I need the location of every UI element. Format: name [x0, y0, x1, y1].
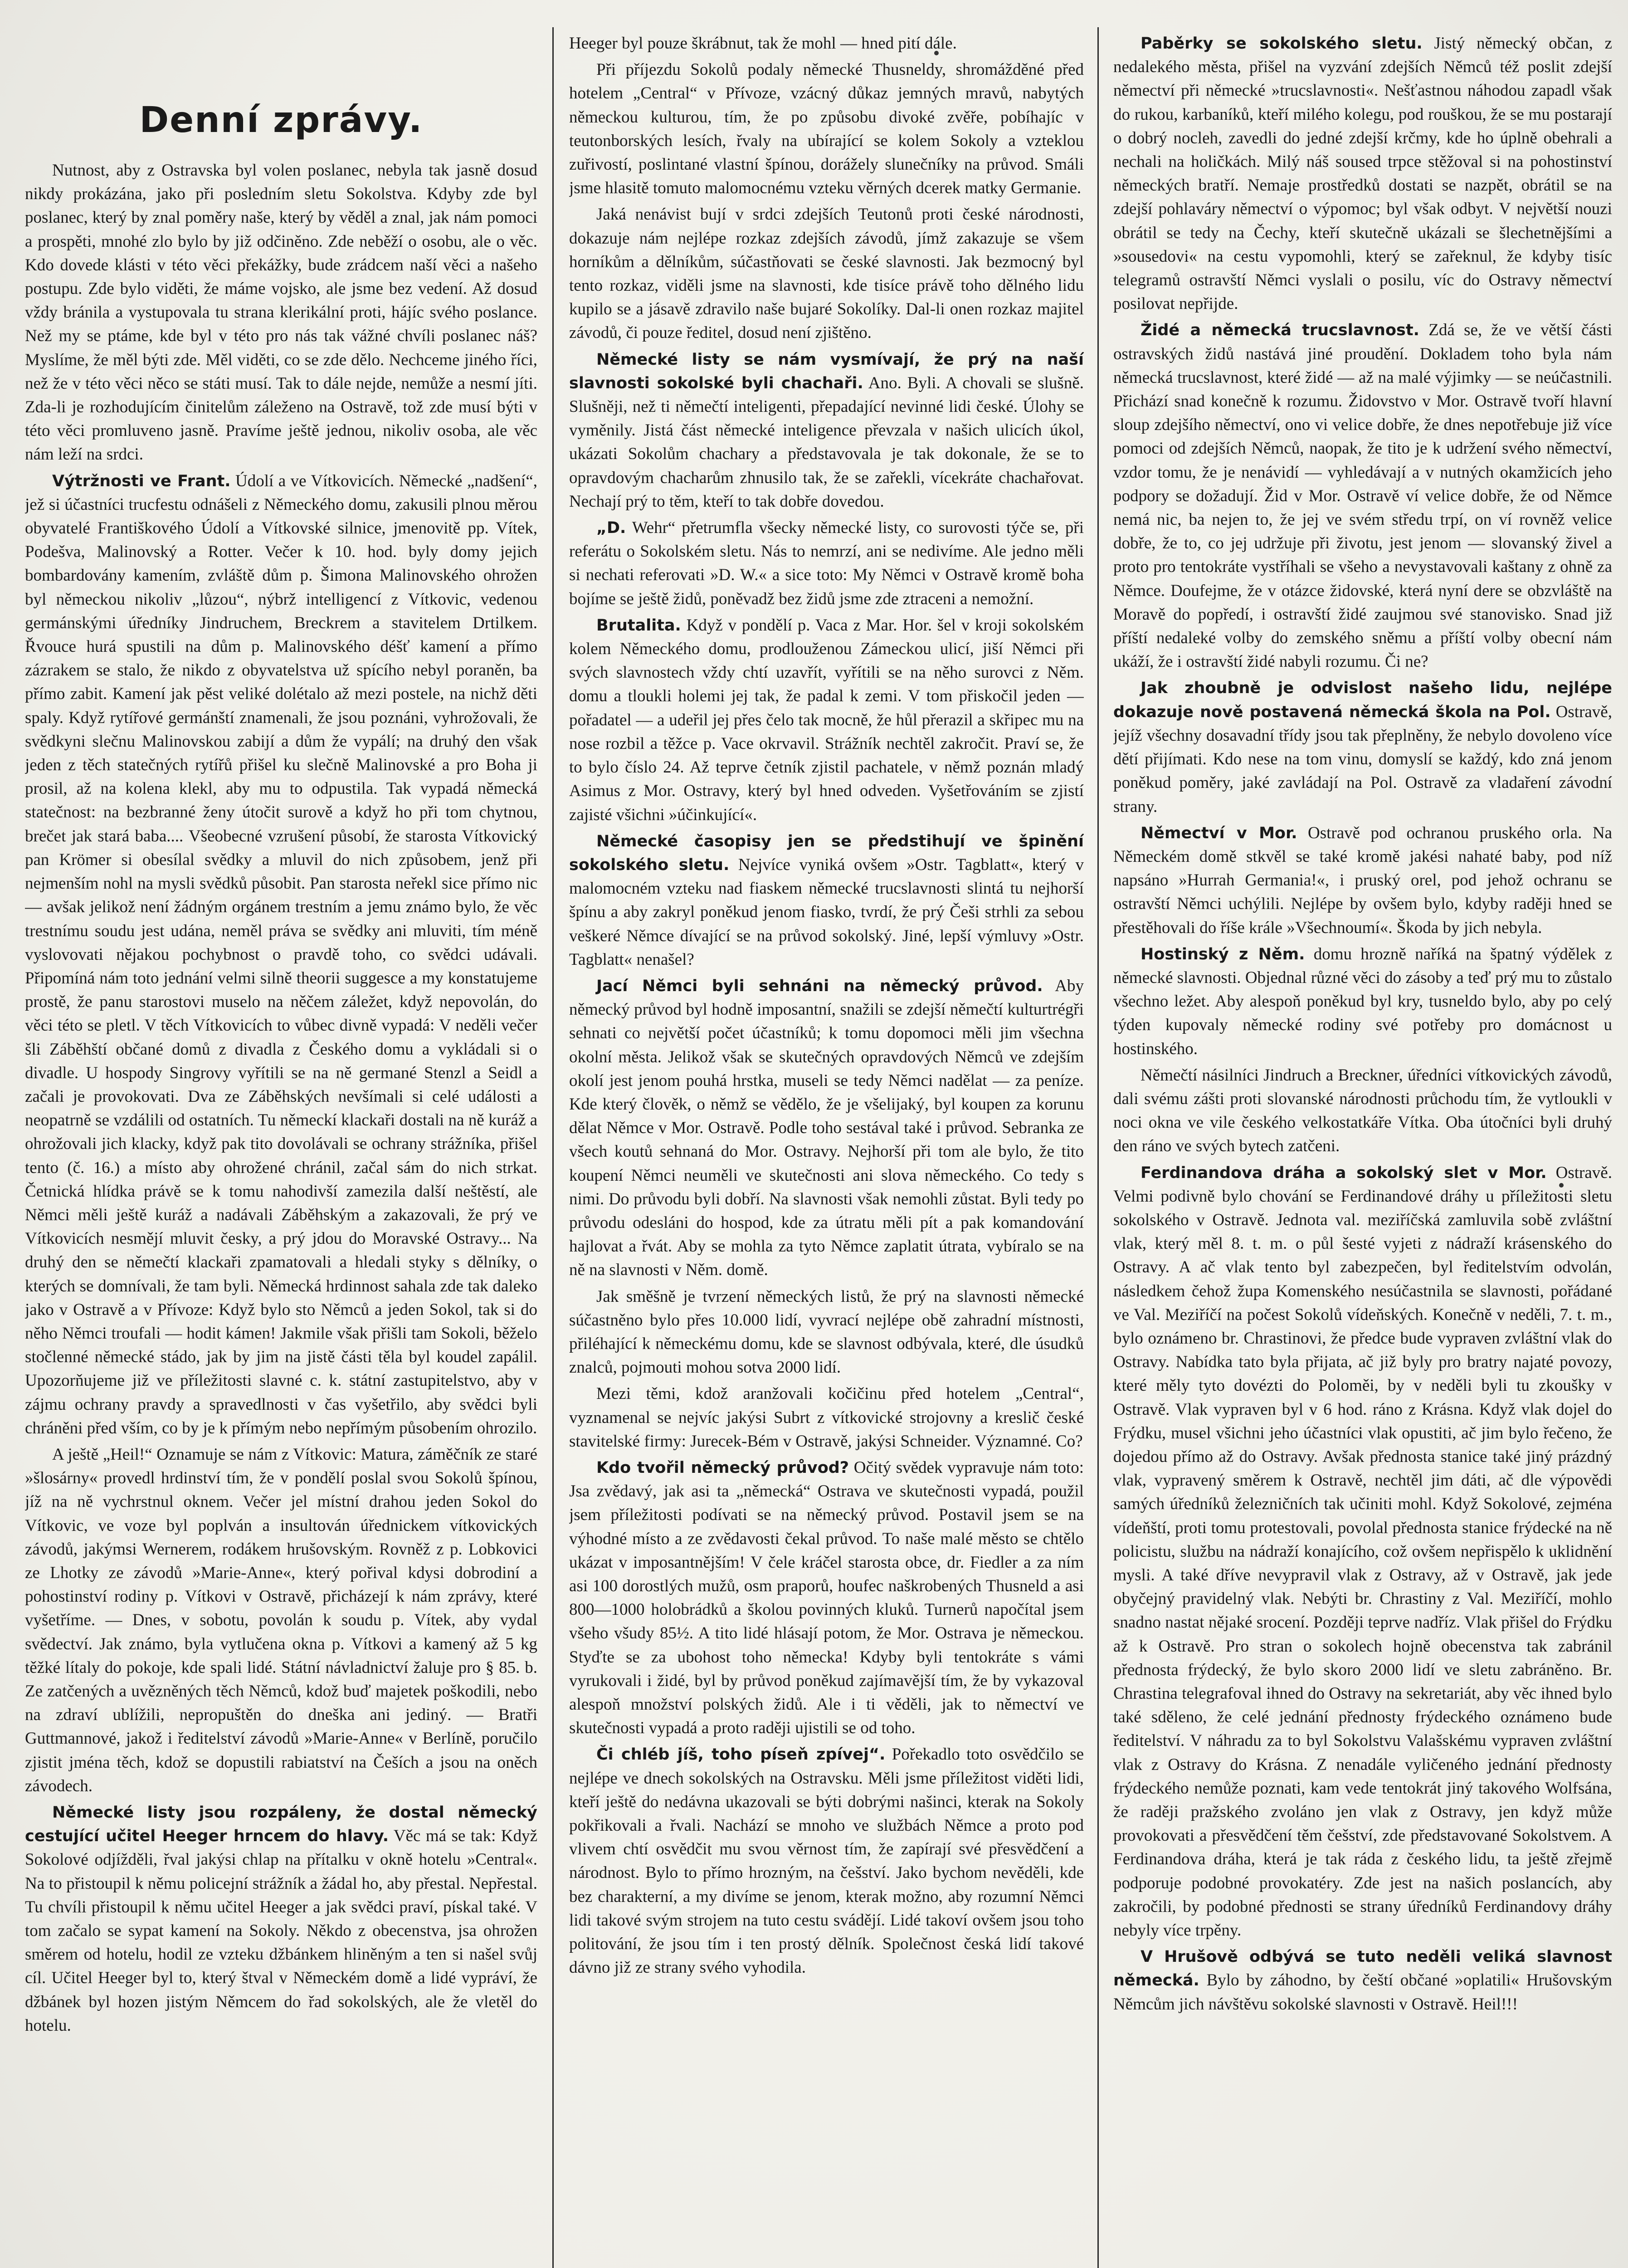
- article-paragraph: Němečtí násilníci Jindruch a Breckner, úředníci vítkovických závodů, dali svému zášti proti slovanské národnosti průchodu tím, že vytloukli v noci okna ve vile českého velkostatkáře Vítka. Oba útočníci byli druhý den ráno ve svých bytech zatčeni.: [1113, 1066, 1612, 1156]
- article-paragraph: Německé listy se nám vysmívají, že prý na naší slavnosti sokolské byli chachaři. Ano. Byli. A chovali se slušně. Slušněji, než ti němečtí inteligenti, přepadající nevinné lidi české. Úlohy se vyměnily. Jistá část německé inteligence převzala v našich ulicích úkol, ukázati Sokolům chachary a představovala je tak dokonale, že se to opravdovým chacharům zhnusilo tak, že se zařekli, vícekráte chachařovat. Nechají prý to těm, kteří to tak dobře dovedou.: [569, 350, 1084, 511]
- article-paragraph: Paběrky se sokolského sletu. Jistý německý občan, z nedalekého města, přišel na vyzvání zdejších Němců též poslit zdejší němectví při německé »trucslavnosti«. Nešťastnou náhodou zapadl však do rukou, karbaníků, kteří milého kolegu, pod rouškou, že se mu postarají o dobrý nocleh, zavedli do jedné zdejší krčmy, kde ho úplně obehrali a nechali na holičkách. Milý náš soused trpce stěžoval si na pohostinství německých bratří. Nemaje prostředků dostati se nazpět, obrátil se na zdejší pohlaváry němectví o výpomoc; byl však odbyt. V největší nouzi obrátil se tedy na Čechy, kteří skutečně ukázali se šlechetnějšími a »sousedovi« na cestu vypomohli, který se zařeknul, že kdyby tisíc telegramů ostravští Němci vyslali o posilu, víc do Ostravy němectví posilovat nepřijde.: [1113, 34, 1612, 313]
- article-paragraph: Nutnost, aby z Ostravska byl volen poslanec, nebyla tak jasně dosud nikdy prokázána, jako při posledním sletu Sokolstva. Kdyby zde byl poslanec, který by znal poměry naše, který by věděl a znal, jak nám pomoci a prospěti, mnohé zlo bylo by již odčiněno. Zde neběží o osobu, ale o věc. Kdo dovede klásti v této věci překážky, bude zrádcem naší věci a našeho postupu. Zde bylo viděti, že máme vojsko, ale jsme bez vedení. Až dosud vždy bránila a vystupovala tu strana klerikální proti, hájíc svého poslance. Než my se ptáme, kde byl v této pro nás tak vážné chvíli poslanec náš? Myslíme, že měl býti zde. Měl viděti, co se zde dělo. Nechceme jiného říci, než že v této věci něco se státi musí. Tak to dále nejde, nemůže a nesmí jíti. Zda-li je rozhodujícím činitelům záleženo na Ostravě, tož zde musí býti v této věci promluveno jasně. Pravíme ještě jednou, nikoliv osoba, ale věc nám leží na srdci.: [25, 161, 537, 464]
- article-paragraph: Jaká nenávist bují v srdci zdejších Teutonů proti české národnosti, dokazuje nám nejlépe rozkaz zdejších závodů, jímž zakazuje se všem horníkům a dělníkům, súčastňovati se české slavnosti. Jak bezmocný byl tento rozkaz, viděli jsme na slavnosti, kde tisíce právě toho dělného lidu kupilo se a jásavě zdravilo naše bujaré Sokolíky. Dal-li onen rozkaz majitel závodů, či pouze ředitel, dosud není zjištěno.: [569, 205, 1084, 342]
- article-paragraph: Německé časopisy jen se předstihují ve špinění sokolského sletu. Nejvíce vyniká ovšem »Ostr. Tagblatt«, který v malomocném vzteku nad fiaskem německé trucslavnosti slintá tu nejhorší špínu a aby zakryl poněkud jenom fiasko, tvrdí, že prý Češi strhli za sebou veškeré Němce dívající se na průvod sokolský. Jiné, lepší výmluvy »Ostr. Tagblatt« nenašel?: [569, 832, 1084, 969]
- article-headline: Němectví v Mor.: [1141, 824, 1297, 842]
- article-paragraph: Brutalita. Když v pondělí p. Vaca z Mar. Hor. šel v kroji sokolském kolem Německého domu, prodlouženou Zámeckou ulicí, jiší Němci při svých slavnostech vždy chtí uzavřít, vyřítili se na něho surovci z Něm. domu a tloukli holemi jej tak, že padal k zemi. V tom přiskočil jeden — pořadatel — a udeřil jej přes čelo tak mocně, že hůl přerazil a skřipec mu na nose rozbil a těžce p. Vace okrvavil. Strážník nechtěl zakročit. Praví se, že to bylo číslo 24. Až teprve četník zjistil pachatele, v němž poznán mladý Asimus z Mor. Ostravy, který byl hned odveden. Vyšetřováním se zjistí zajisté všichni »účinkující«.: [569, 616, 1084, 824]
- article-paragraph: Ferdinandova dráha a sokolský slet v Mor. Ostravě. Velmi podivně bylo chování se Ferdinandové dráhy u příležitosti sletu sokolského v Ostravě. Jednota val. meziříčská zamluvila sobě zvláštní vlak, který měl 8. t. m. o půl šesté vyjeti z nádraží krásenského do Ostravy. A ač vlak tento byl zabezpečen, byl ředitelstvím odvolán, následkem čehož župa Komenského nesúčastnila se slavnosti, pořádané ve Val. Meziříčí na počest Sokolů vídeňských. Konečně v neděli, 7. t. m., bylo oznámeno br. Chrastinovi, že předce bude vypraven zvláštní vlak do Ostravy. Nabídka tato byla přijata, ač již byly pro bratry najaté povozy, které měly tyto dovézti do Poloměi, by v neděli byli tu zkoušky v Ostravě. Vlak vypraven byl v 6 hod. ráno z Krásna. Když vlak dojel do Frýdku, musel všichni jeho účastníci vlak opustiti, ač jim bylo řečeno, že dojedou přímo až do Ostravy. Avšak přednosta stanice také jiný prázdný vlak, vypravený směrem k Ostravě, nechtěl jim dáti, ač dle výpovědi samých úředníků železničních tak učiniti mohl. Když Sokolové, zejména vídeňští, proti tomu protestovali, povolal přednosta stanice frýdecké na ně policistu, službu na nádraží konajícího, což ovšem nepřispělo k uklidnění mysli. A také dříve nevypravil vlak z Ostravy, až v Ostravě, jak jede obyčejný pravidelný vlak. Nebýti br. Chrastiny z Val. Meziříčí, mohlo snadno nastat nějaké srocení. Později teprve nadříz. Vlak přišel do Frýdku až k Ostravě. Pro stran o sokolech hojně obecenstva tak zabránil přednosta frýdecký, že bylo skoro 2000 lidí ve sletu zabráněno. Br. Chrastina telegrafoval ihned do Ostravy na sekretariát, aby věc ihned bylo také sděleno, že celé jednání přednosty frýdeckého oznámeno bude ředitelství. V náhradu za to byl Sokolstvu Valašskému vypraven zvláštní vlak z Ostravy do Krásna. Z nenadále vyličeného jednání přednosty frýdeckého nemůže poznati, kam vede tentokrát jiný takového Wolfsána, že raději pražského zvoláno jen vlak z Ostravy, jen když může provokovati a přesvědčení těm češství, zde představované Sokolstvem. A Ferdinandova dráha, která je tak ráda z českého lidu, ta ještě zřejmě podporuje podobné provokatéry. Zde jest na našich poslancích, aby zakročili, by podobné přednosti se strany úředníků Ferdinandovy dráhy nebyly více trpěny.: [1113, 1163, 1612, 1940]
- article-paragraph: Výtržnosti ve Frant. Údolí a ve Vítkovicích. Německé „nadšení“, jež si účastníci trucfestu odnášeli z Německého domu, zakusili plnou měrou obyvatelé Františkového Údolí a Vítkovské silnice, jmenovitě pp. Vítek, Podešva, Malinovský a Rotter. Večer k 10. hod. byly domy jejich bombardovány kamením, zvláště dům p. Šimona Malinovského ohrožen byl německou nikoliv „lůzou“, nýbrž intelligencí z Vítkovic, vedenou germánskými úředníky Jindruchem, Breckrem a stavitelem Drtilkem. Řvouce hurá spustili na dům p. Malinovského déšť kamení a přímo zázrakem se stalo, že nikdo z obyvatelstva už spícího nebyl poraněn, ba přímo zabit. Kamení jak pěst veliké dolétalo až mezi postele, na nichž děti spaly. Když rytířové germánští znamenali, že jsou poznáni, vyhrožovali, že svědkyni slečnu Malinovskou zabijí a dům že vypálí; na druhý den však jeden z těch statečných rytířů přišel ku slečně Malinovské a pro Boha ji prosil, až na kolena klekl, aby mu to odpustila. Tak vypadá německá statečnost: na bezbranné ženy útočit surově a když ho při tom chytnou, brečet jak stará baba.... Všeobecné vzrušení působí, že starosta Vítkovický pan Krömer si obesílal svědky a mluvil do nich způsobem, jenž při nejmenším nohl na mysli svědků působit. Pan starosta neřekl sice přímo nic — avšak jelikož není žádným orgánem trestním a jemu známo bylo, že věc trestnímu soudu jest udána, neměl práva se svědky ani mluviti, tím méně vyslovovati nějakou pochybnost o pravdě toho, co svědci udávali. Připomíná nám toto jednání velmi silně theorii suggesce a my konstatujeme prostě, že panu starostovi muselo na něčem záležet, když nepovolán, do věci této se pletl. V těch Vítkovicích to vůbec divně vypadá: V neděli večer šli Záběhští občané domů z divadla z Českého domu a vykládali si o divadle. U hospody Singrovy vyřítili se na ně germané Stenzl a Seidl a začali je provokovati. Dva ze Záběhských nevšímali si celé události a neopatrně se vzdálili od ostatních. Tu německí klackaři dostali na ně kuráž a ohrožovali jich klacky, když pak tito dovolávali se ochrany strážníka, přišel tento (č. 16.) a místo aby ohrožené chránil, začal sám do nich strkat. Četnická hlídka právě se k tomu nahodivší zamezila další neštěstí, ale Němci měli ještě kuráž a nadávali Záběhským a zakazovali, že prý ve Vítkovicích nesmějí mluvit česky, a prý jdou do Moravské Ostravy... Na druhý den se němečtí klackaři zpamatovali a hledali styky s dělníky, o kterých se domnívali, že tam byli. Německá hrdinnost sahala zde tak daleko jako v Ostravě a v Přívoze: Když bylo sto Němců a jeden Sokol, tak si do něho Němci troufali — hodit kámen! Jakmile však přišli tam Sokoli, běželo stočlenné německé stádo, jak by jim na jistě části těla byl koudel zapálil. Upozorňujeme již ve příležitosti slavné c. k. státní zastupitelstvo, aby v zájmu ochrany pravdy a spravedlnosti v čas vyšetřilo, aby svědci byli chráněni před vším, co by je k přímým nebo nepřímým působením ohrozilo.: [25, 471, 537, 1437]
- article-headline: Židé a německá trucslavnost.: [1141, 321, 1419, 340]
- article-headline: Ferdinandova dráha a sokolský slet v Mor.: [1141, 1163, 1547, 1182]
- article-headline: Hostinský z Něm.: [1141, 945, 1305, 963]
- article-paragraph: Židé a německá trucslavnost. Zdá se, že ve větší části ostravských židů nastává jiné proudění. Dokladem toho byla nám německá trucslavnost, které židé — až na malé výjimky — se neúčastnili. Přichází snad konečně k rozumu. Židovstvo v Mor. Ostravě tvoří hlavní sloup zdejšího němectví, ono vi velice dobře, že dnes nepotřebuje již více pomoci od zdejších Němců, naopak, že tito je k udržení svého němectví, vzdor tomu, že je nenávidí — vyhledávají a v nutných okamžicích jeho podpory se dožadují. Žid v Mor. Ostravě ví velice dobře, že od Němce nemá nic, ba nejen to, že jej ve svém středu trpí, on ví rovněž velice dobře, že to, co jej udržuje při životu, jest jenom — slovanský živel a proto pro tentokráte vystříhali se všeho a nevystavovali kaštany z ohně za Němce. Doufejme, že v otázce židovské, která nyní dere se obzvláště na Moravě do popředí, i ostravští židé zaujmou své stanovisko. Snad již příští nedaleké volby do zemského sněmu a příští volby obecní nám ukáží, že i ostravští židé nabyli rozumu. Či ne?: [1113, 321, 1612, 671]
- article-headline: Kdo tvořil německý průvod?: [596, 1458, 849, 1477]
- article-paragraph: „D. Wehr“ přetrumfla všecky německé listy, co surovosti týče se, při referátu o Sokolském sletu. Nás to nemrzí, ani se nedivíme. Ale jedno měli si nechati referovati »D. W.« a sice toto: My Němci v Ostravě kromě boha bojíme se ještě židů, poněvadž bez židů jsme zde ztraceni a nemožní.: [569, 518, 1084, 608]
- article-headline: Německé listy se nám vysmívají, že prý na naší slavnosti sokolské byli chachaři.: [569, 350, 1084, 392]
- article-paragraph: A ještě „Heil!“ Oznamuje se nám z Vítkovic: Matura, záměčník ze staré »šlosárny« provedl hrdinství tím, že v pondělí poslal svou Sokolů špínou, jíž na ně vychrstnul oknem. Večer jel místní drahou jeden Sokol do Vítkovic, ve voze byl poplván a insultován úřednickem vítkovických závodů, jakýmsi Wernerem, rodákem hrušovským. Rovněž z p. Lobkovici ze Lhotky ze závodů »Marie-Anne«, který pořival kdysi dobrodiní a pohostinství rodiny p. Vítkovi v Ostravě, přicházejí k nám zprávy, které vyšetříme. — Dnes, v sobotu, povolán k soudu p. Vítek, aby vydal svědectví. Jak známo, byla vytlučena okna p. Vítkovi a kamený až 5 kg těžké lítaly do pokoje, kde spali lidé. Státní návladnictví žaluje pro § 85. b. Ze zatčených a uvězněných těch Němců, kdož buď majetek poškodili, nebo na zdraví ublížili, nepropuštěn do dneška ani jediný. — Bratři Guttmannové, jakož i ředitelství závodů »Marie-Anne« v Berlíně, poručilo zjistit jména těch, kdož se dopustili rabiatství na Češích a jsou na oněch závodech.: [25, 1445, 537, 1795]
- article-headline: Či chléb jíš, toho píseň zpívej“.: [596, 1745, 886, 1764]
- column-rule: [552, 27, 554, 2268]
- article-headline: Jak zhoubně je odvislost našeho lidu, nejlépe dokazuje nově postavená německá škola na Pol.: [1113, 679, 1612, 721]
- article-paragraph: Jak směšně je tvrzení německých listů, že prý na slavnosti německé súčastněno bylo přes 10.000 lidí, vyvrací nejlépe obě zahradní místnosti, přiléhající k německému domu, kde se slavnost odbývala, které, dle úsudků znalců, pojmouti mohou sotva 2000 lidí.: [569, 1287, 1084, 1377]
- column-2: [569, 32, 1084, 2268]
- article-headline: V Hrušově odbývá se tuto neděli veliká slavnost německá.: [1113, 1948, 1612, 1990]
- article-paragraph: Kdo tvořil německý průvod? Očitý svědek vypravuje nám toto: Jsa zvědavý, jak asi ta „německá“ Ostrava ve skutečnosti vypadá, použil jsem příležitosti podívati se na německý průvod. Postavil jsem se na výhodné místo a ze zvědavosti čekal průvod. To naše malé město se chtělo ukázat v imposantnějším! V čele kráčel starosta obce, dr. Fiedler a za ním asi 100 dorostlých mužů, osm praporů, houfec naškrobených Thusneld a asi 800—1000 holobrádků a školou povinných kluků. Turnerů napočítal jsem všeho všudy 85½. A tito lidé hlásají potom, že Mor. Ostrava je německou. Styďte se za ubohost toho německa! Kdyby byli tentokráte s vámi vyrukovali i židé, byl by průvod poněkud zajímavější tím, že by vykazoval alespoň množství polských židů. Ale i ti věděli, jak to němectví ve skutečnosti vypadá a proto raději ujistili se od toho.: [569, 1458, 1084, 1738]
- article-paragraph: Při příjezdu Sokolů podaly německé Thusneldy, shromážděné před hotelem „Central“ v Přívoze, vzácný důkaz jemných mravů, nabytých německou kulturou, tím, že po způsobu divoké zvěře, pobíhajíc v teutonborských lesích, řvaly na ubírající se kolem Sokoly a vzteklou zuřivostí, poslintané vlastní špínou, dorážely slunečníky na průvod. Smáli jsme hlasitě tomuto malomocnému vzteku věrných dcerek matky Germanie.: [569, 60, 1084, 198]
- article-paragraph: Jací Němci byli sehnáni na německý průvod. Aby německý průvod byl hodně imposantní, snažili se zdejší němečtí kulturtrégři sehnati co největší počet účastníků; k tomu dopomoci měli jim všechna okolní města. Jelikož však se skutečných opravdových Němců ve zdejším okolí jest jenom pouhá hrstka, museli se tedy Němci nadělat — za peníze. Kde který člověk, o němž se vědělo, že je všelijaký, byl koupen za korunu dělat Němce v Mor. Ostravě. Podle toho sestával také i průvod. Sebranka ze všech koutů sehnaná do Mor. Ostravy. Nejhorší při tom ale bylo, že tito koupení Němci neuměli ve skutečnosti ani slova německého. Co tedy s nimi. Do průvodu byli dobří. Na slavnosti však nemohli zůstat. Byli tedy po průvodu odesláni do hospod, kde za útratu měli pít a pak komandování hajlovat a řvát. Aby se mohla za tyto Němce zaplatit útrata, vybíralo se na ně na slavnosti v Něm. domě.: [569, 976, 1084, 1280]
- article-headline: Výtržnosti ve Frant.: [52, 472, 231, 490]
- article-paragraph: Jak zhoubně je odvislost našeho lidu, nejlépe dokazuje nově postavená německá škola na Pol. Ostravě, jejíž všechny dosavadní třídy jsou tak přeplněny, že nebylo dovoleno více dětí přijímati. Kdo nese na tom vinu, domyslí se každý, kdo zná jenom poněkud poměry, jaké zavládají na Pol. Ostravě za vladaření závodní strany.: [1113, 679, 1612, 816]
- article-paragraph: Či chléb jíš, toho píseň zpívej“. Pořekadlo toto osvědčilo se nejlépe ve dnech sokolských na Ostravsku. Měli jsme příležitost viděti lidi, kteří ještě do nedávna ukazovali se býti dobrými našinci, kterak na Sokoly pokřikovali a řvali. Nachází se mnoho ve službách Němce a proto pod vlivem chtí osvědčit mu svou věrnost tím, že zapírají své přesvědčení a národnost. Bylo to přímo hrozným, na češství. Jako bychom nevěděli, kde bez charakterní, a my divíme se jenom, kterak možno, aby rozumní Němci lidi takové svým strojem na tuto cestu svádějí. Lidé takoví ovšem jsou toho politování, že jsou tím i ten prostý dělník. Společnost česká lidí takové dávno již ze strany svého vyhodila.: [569, 1745, 1084, 1977]
- article-paragraph: Hostinský z Něm. domu hrozně naříká na špatný výdělek z německé slavnosti. Objednal různé věci do zásoby a teď prý mu to zůstalo všechno ležet. Aby alespoň poněkud byl kry, tusneldo bylo, aby po celý týden kupovaly německé rodiny své potřeby pro domácnost u hostinského.: [1113, 944, 1612, 1058]
- article-headline: Jací Němci byli sehnáni na německý průvod.: [596, 977, 1043, 995]
- section-heading: Denní zprávy.: [139, 100, 423, 141]
- column-1: [25, 32, 537, 2268]
- article-headline: „D.: [596, 519, 626, 538]
- article-headline: Paběrky se sokolského sletu.: [1141, 34, 1423, 53]
- article-paragraph: Heeger byl pouze škrábnut, tak že mohl — hned pití dále.: [569, 34, 957, 53]
- article-headline: Brutalita.: [596, 616, 681, 635]
- column-3: [1113, 32, 1612, 2268]
- article-headline: Německé časopisy jen se předstihují ve špinění sokolského sletu.: [569, 832, 1084, 874]
- article-paragraph: Německé listy jsou rozpáleny, že dostal německý cestující učitel Heeger hrncem do hlavy. Věc má se tak: Když Sokolové odjížděli, řval jakýsi chlap na přítalku v okně hotelu »Central«. Na to přistoupil k němu policejní strážník a žádal ho, aby přestal. Nepřestal. Tu chvíli přistoupil k němu učitel Heeger a jak svědci praví, pískal také. V tom začalo se sypat kamení na Sokoly. Někdo z obecenstva, jsa ohrožen směrem od hotelu, hodil ze vzteku džbánkem hliněným a ten si našel svůj cíl. Učitel Heeger byl to, který štval v Německém domě a lidé vypráví, že džbánek byl hozen jistým Němcem do řad sokolských, ale že vletěl do hotelu.: [25, 1804, 537, 2035]
- article-paragraph: V Hrušově odbývá se tuto neděli veliká slavnost německá. Bylo by záhodno, by čeští občané »oplatili« Hrušovským Němcům jich návštěvu sokolské slavnosti v Ostravě. Heil!!!: [1113, 1948, 1612, 2014]
- article-paragraph: Němectví v Mor. Ostravě pod ochranou pruského orla. Na Německém domě stkvěl se také kromě jakési nahaté baby, pod níž napsáno »Hurrah Germania!«, i pruský orel, pod jehož ochranu se ostravští Němci uchýlili. Nejlépe by ovšem bylo, kdyby raději hned se přestěhovali do říše krále »Všechnoumí«. Škoda by jich nebyla.: [1113, 823, 1612, 937]
- article-paragraph: Mezi těmi, kdož aranžovali kočičinu před hotelem „Central“, vyznamenal se nejvíc jakýsi Subrt z vítkovické strojovny a kreslič české stavitelské firmy: Jurecek-Bém v Ostravě, jakýsi Schneider. Významné. Co?: [569, 1384, 1084, 1451]
- article-headline: Německé listy jsou rozpáleny, že dostal německý cestující učitel Heeger hrncem do hlavy.: [25, 1804, 537, 1846]
- column-rule: [1097, 27, 1099, 2268]
